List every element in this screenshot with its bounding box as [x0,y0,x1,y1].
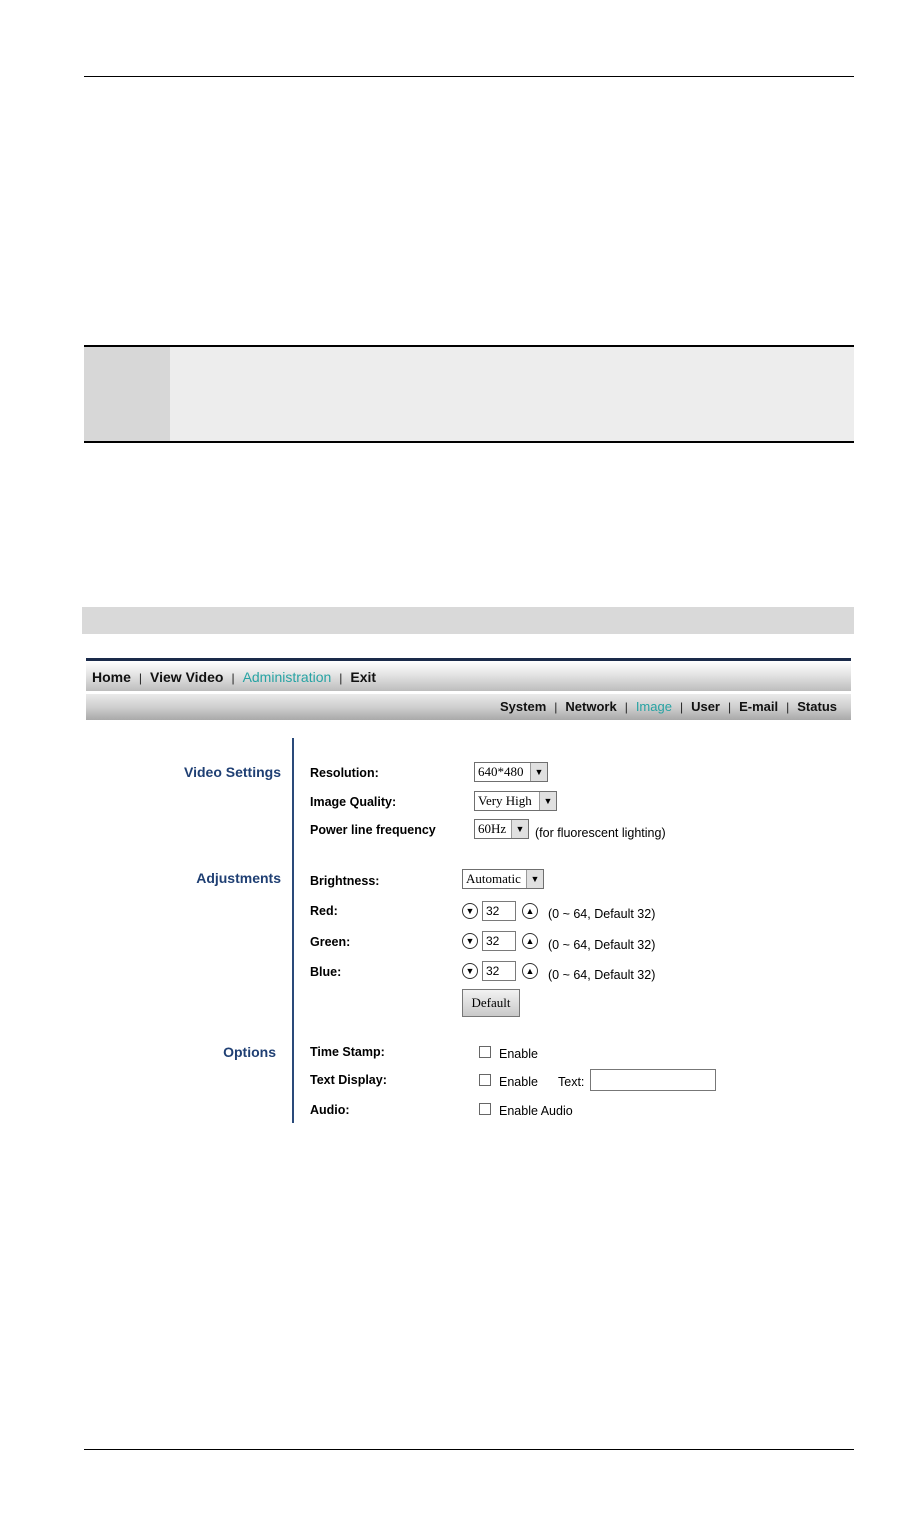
section-divider-line [292,738,294,1123]
sub-menu-bar: System | Network | Image | User | E-mail | Status [86,694,851,720]
red-decrease-icon[interactable]: ▼ [462,903,478,919]
red-range-note: (0 ~ 64, Default 32) [548,907,656,921]
red-label: Red: [310,904,338,918]
text-display-checkbox[interactable] [479,1074,491,1086]
green-decrease-icon[interactable]: ▼ [462,933,478,949]
blue-increase-icon[interactable]: ▲ [522,963,538,979]
subnav-system[interactable]: System [500,699,547,714]
nav-administration[interactable]: Administration [242,669,332,685]
nav-exit[interactable]: Exit [350,669,377,685]
subnav-status[interactable]: Status [797,699,837,714]
chevron-down-icon: ▼ [539,792,556,810]
chevron-down-icon: ▼ [511,820,528,838]
green-range-note: (0 ~ 64, Default 32) [548,938,656,952]
audio-label: Audio: [310,1103,350,1117]
default-button[interactable]: Default [462,989,520,1017]
resolution-value: 640*480 [478,764,524,779]
red-increase-icon[interactable]: ▲ [522,903,538,919]
blue-range-note: (0 ~ 64, Default 32) [548,968,656,982]
power-line-frequency-select[interactable] [474,819,529,839]
resolution-select[interactable] [474,762,548,782]
time-stamp-enable-label: Enable [499,1047,538,1061]
audio-checkbox[interactable] [479,1103,491,1115]
chevron-down-icon: ▼ [526,870,543,888]
blue-decrease-icon[interactable]: ▼ [462,963,478,979]
chevron-down-icon: ▼ [530,763,547,781]
brightness-label: Brightness: [310,874,380,888]
image-quality-select[interactable] [474,791,557,811]
power-line-note: (for fluorescent lighting) [535,826,666,840]
power-line-frequency-value: 60Hz [478,821,507,836]
nav-view-video[interactable]: View Video [150,669,224,685]
image-quality-value: Very High [478,793,532,808]
subnav-email[interactable]: E-mail [739,699,779,714]
text-field-label: Text: [558,1075,585,1089]
subnav-image[interactable]: Image [635,699,672,714]
section-options: Options [223,1044,276,1060]
time-stamp-label: Time Stamp: [310,1045,385,1059]
image-quality-label: Image Quality: [310,795,397,809]
blue-input[interactable]: 32 [482,961,516,981]
text-display-enable-label: Enable [499,1075,538,1089]
power-line-frequency-label: Power line frequency [310,823,436,837]
note-box-side-panel [84,347,170,441]
text-display-input[interactable] [590,1069,716,1091]
subnav-user[interactable]: User [691,699,720,714]
main-menu-bar: Home | View Video | Administration | Exit [86,661,851,691]
section-adjustments: Adjustments [196,870,281,886]
section-video-settings: Video Settings [184,764,281,780]
green-label: Green: [310,935,351,949]
figure-caption-band [82,607,854,634]
camera-admin-screenshot [86,658,851,1128]
text-display-label: Text Display: [310,1073,387,1087]
note-box [84,345,854,443]
page-header-rule [84,76,854,77]
brightness-select[interactable] [462,869,544,889]
blue-label: Blue: [310,965,342,979]
green-input[interactable]: 32 [482,931,516,951]
brightness-value: Automatic [466,871,521,886]
nav-home[interactable]: Home [92,669,131,685]
resolution-label: Resolution: [310,766,379,780]
page-footer-rule [84,1449,854,1450]
enable-audio-label: Enable Audio [499,1104,573,1118]
green-increase-icon[interactable]: ▲ [522,933,538,949]
time-stamp-checkbox[interactable] [479,1046,491,1058]
subnav-network[interactable]: Network [565,699,617,714]
red-input[interactable]: 32 [482,901,516,921]
